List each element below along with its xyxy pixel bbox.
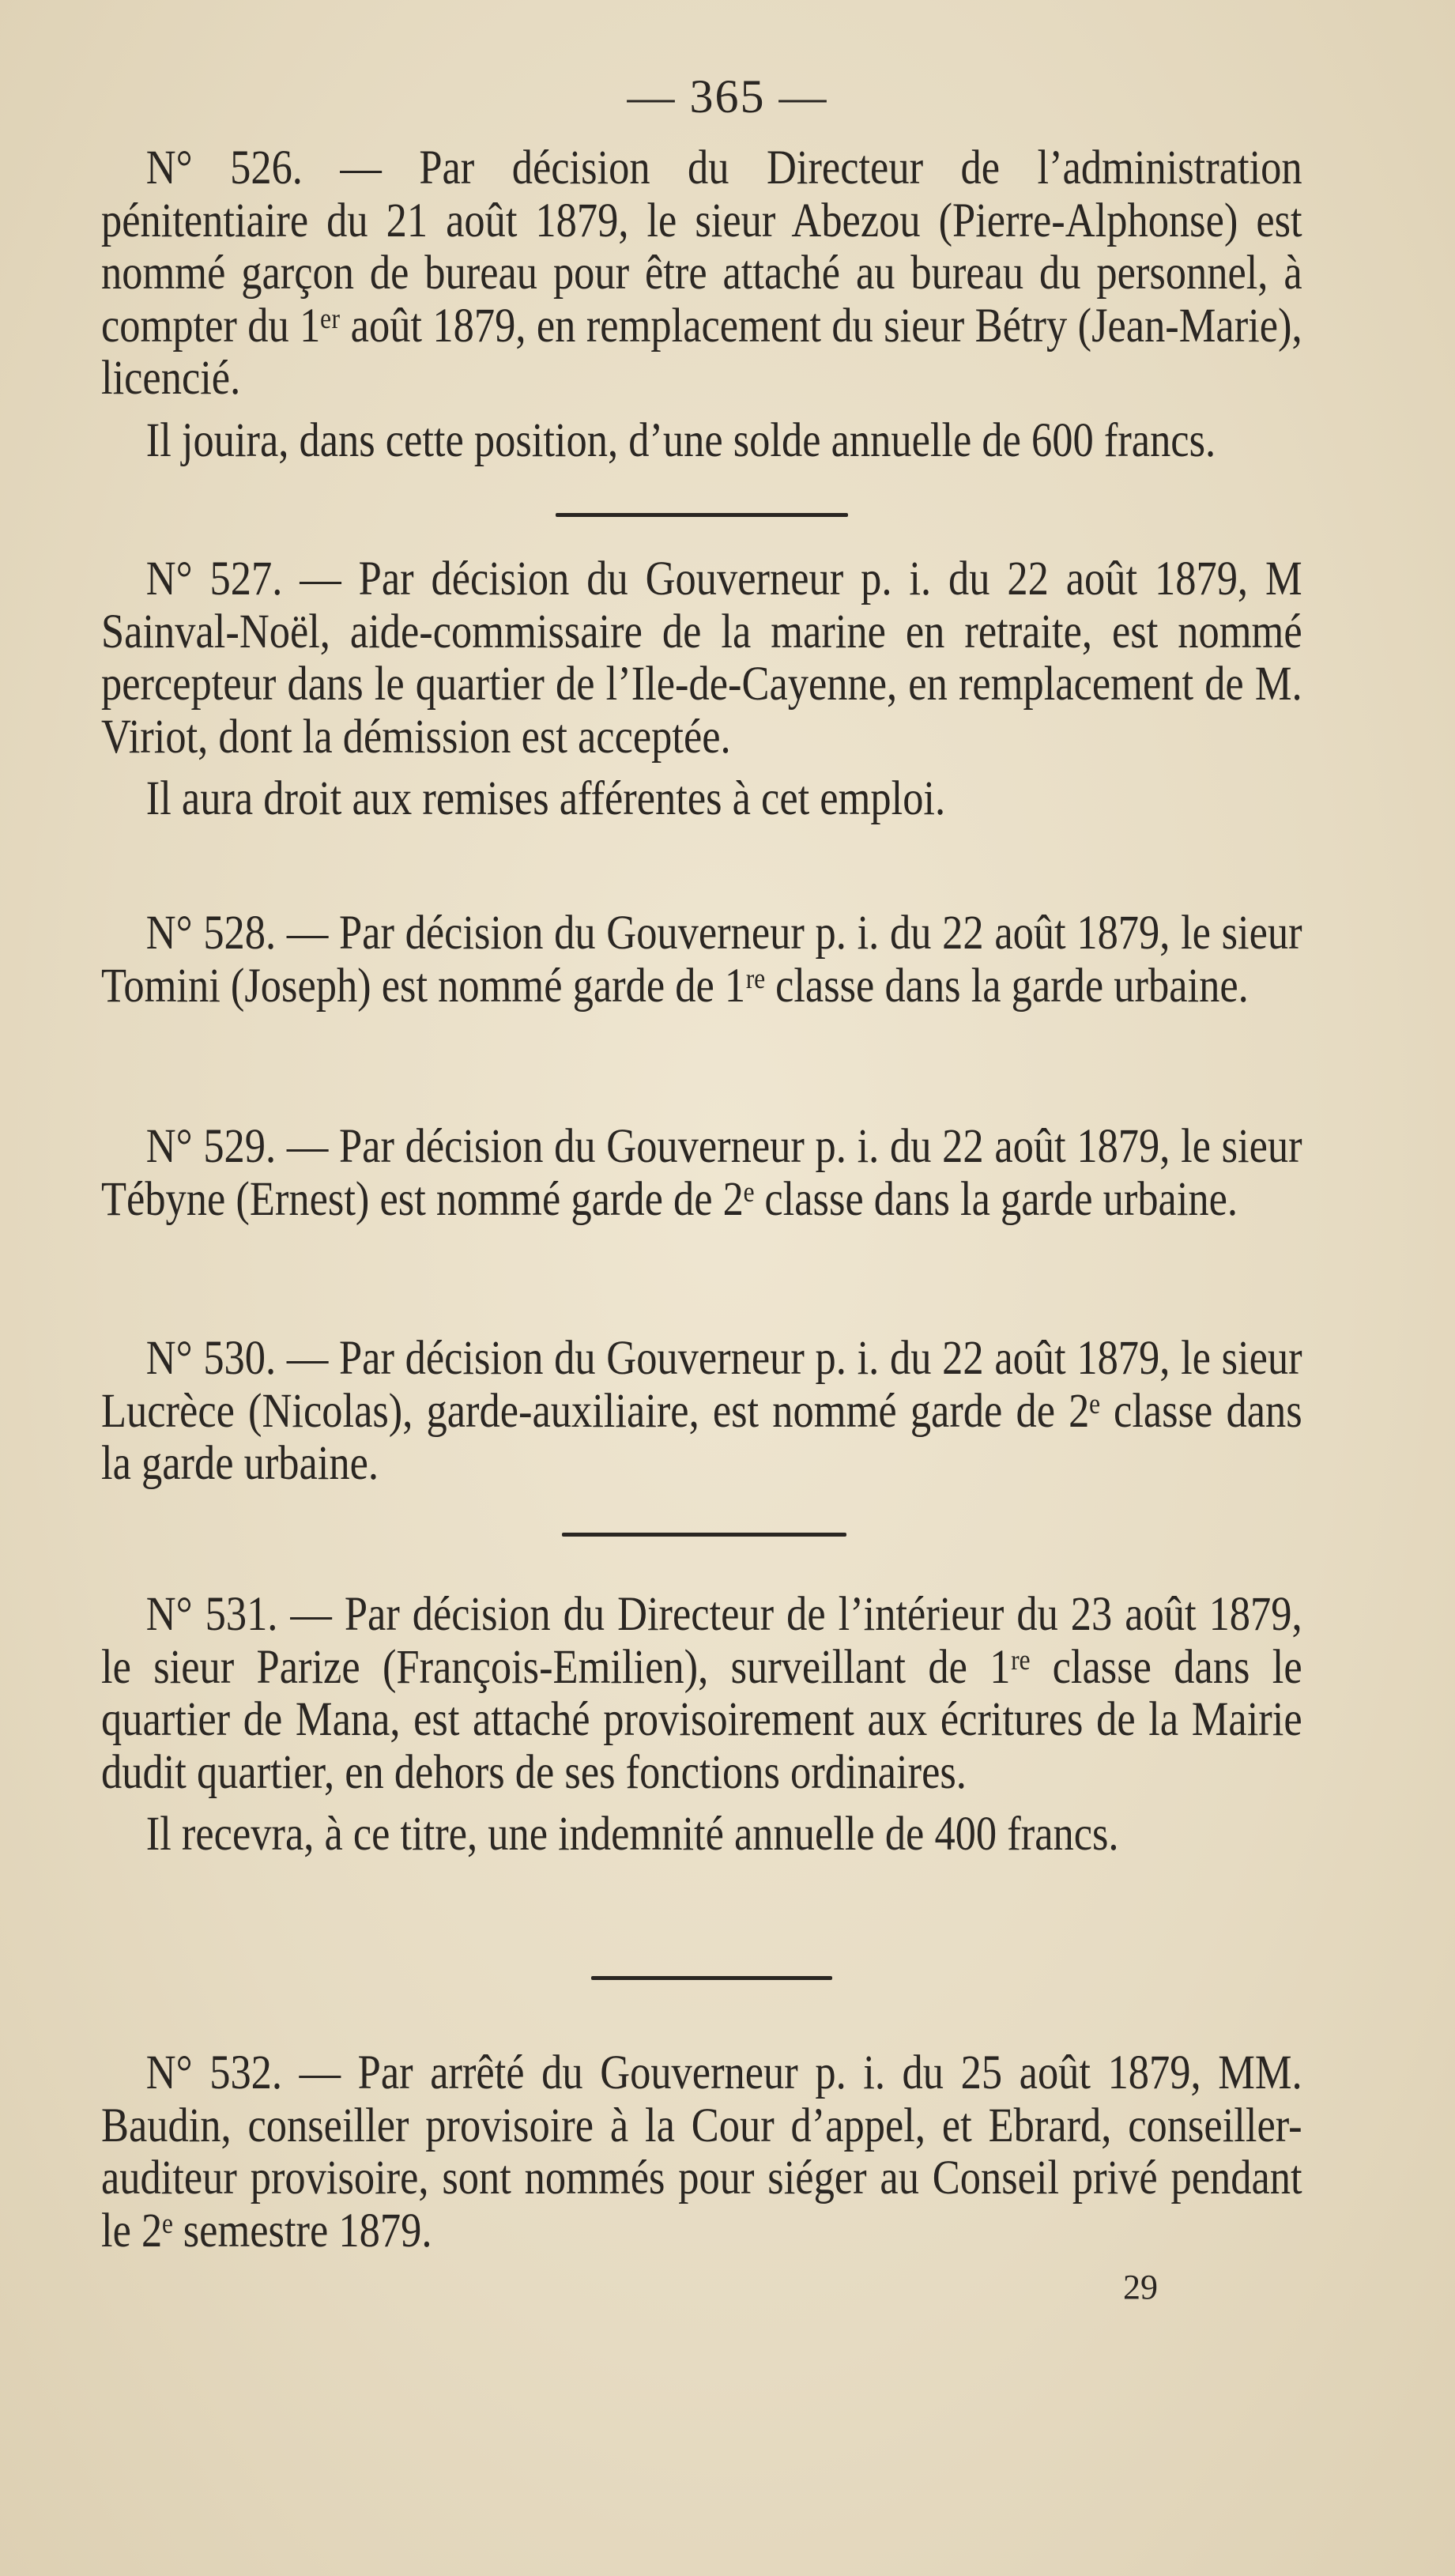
- entry-paragraph: Il jouira, dans cette position, d’une solde annuelle de 600 francs.: [145, 413, 1216, 467]
- entry-532: [101, 2047, 1302, 2257]
- page-number: — 365 —: [627, 70, 828, 123]
- entry-526: [101, 142, 1302, 467]
- separator-rule: [562, 1533, 846, 1537]
- entry-527: [101, 553, 1302, 826]
- entry-530: [101, 1333, 1302, 1491]
- entry-paragraph: N° 529. — Par décision du Gouverneur p. i. du 22 août 1879, le sieur Tébyne (Ernest) est nommé garde de 2ᵉ classe dans la garde urbaine.: [101, 1120, 1302, 1226]
- entry-531: [101, 1589, 1302, 1861]
- entry-528: [101, 907, 1302, 1013]
- entry-paragraph: N° 526. — Par décision du Directeur de l’administration pénitentiaire du 21 août 1879, le sieur Abezou (Pierre-Alphonse) est nommé garçon de bureau pour être attaché au bureau du personnel, à compter du 1ᵉʳ août 1879, en remplacement du sieur Bétry (Jean-Marie), licencié.: [101, 141, 1302, 405]
- separator-rule: [591, 1976, 832, 1980]
- separator-rule: [556, 513, 848, 517]
- entry-paragraph: Il recevra, à ce titre, une indemnité annuelle de 400 francs.: [145, 1808, 1119, 1861]
- entry-paragraph: Il aura droit aux remises afférentes à cet emploi.: [145, 772, 946, 825]
- entry-paragraph: N° 527. — Par décision du Gouverneur p. i. du 22 août 1879, M Sainval-Noël, aide-commissaire de la marine en retraite, est nommé percepteur dans le quartier de l’Ile-de-Cayenne, en remplacement de M. Viriot, dont la démission est acceptée.: [101, 553, 1302, 764]
- entry-paragraph: N° 530. — Par décision du Gouverneur p. i. du 22 août 1879, le sieur Lucrèce (Nicolas), garde-auxiliaire, est nommé garde de 2ᵉ classe dans la garde urbaine.: [101, 1332, 1302, 1490]
- entry-paragraph: N° 528. — Par décision du Gouverneur p. i. du 22 août 1879, le sieur Tomini (Joseph) est nommé garde de 1ʳᵉ classe dans la garde urbaine.: [101, 907, 1302, 1013]
- entry-paragraph: N° 532. — Par arrêté du Gouverneur p. i. du 25 août 1879, MM. Baudin, conseiller provisoire à la Cour d’appel, et Ebrard, conseiller-auditeur provisoire, sont nommés pour siéger au Conseil privé pendant le 2ᵉ semestre 1879.: [101, 2046, 1302, 2257]
- signature-mark: 29: [1123, 2268, 1158, 2306]
- entry-529: [101, 1121, 1302, 1226]
- entry-paragraph: N° 531. — Par décision du Directeur de l’intérieur du 23 août 1879, le sieur Parize (François-Emilien), surveillant de 1ʳᵉ classe dans le quartier de Mana, est attaché provisoirement aux écritures de la Mairie dudit quartier, en dehors de ses fonctions ordinaires.: [101, 1588, 1302, 1799]
